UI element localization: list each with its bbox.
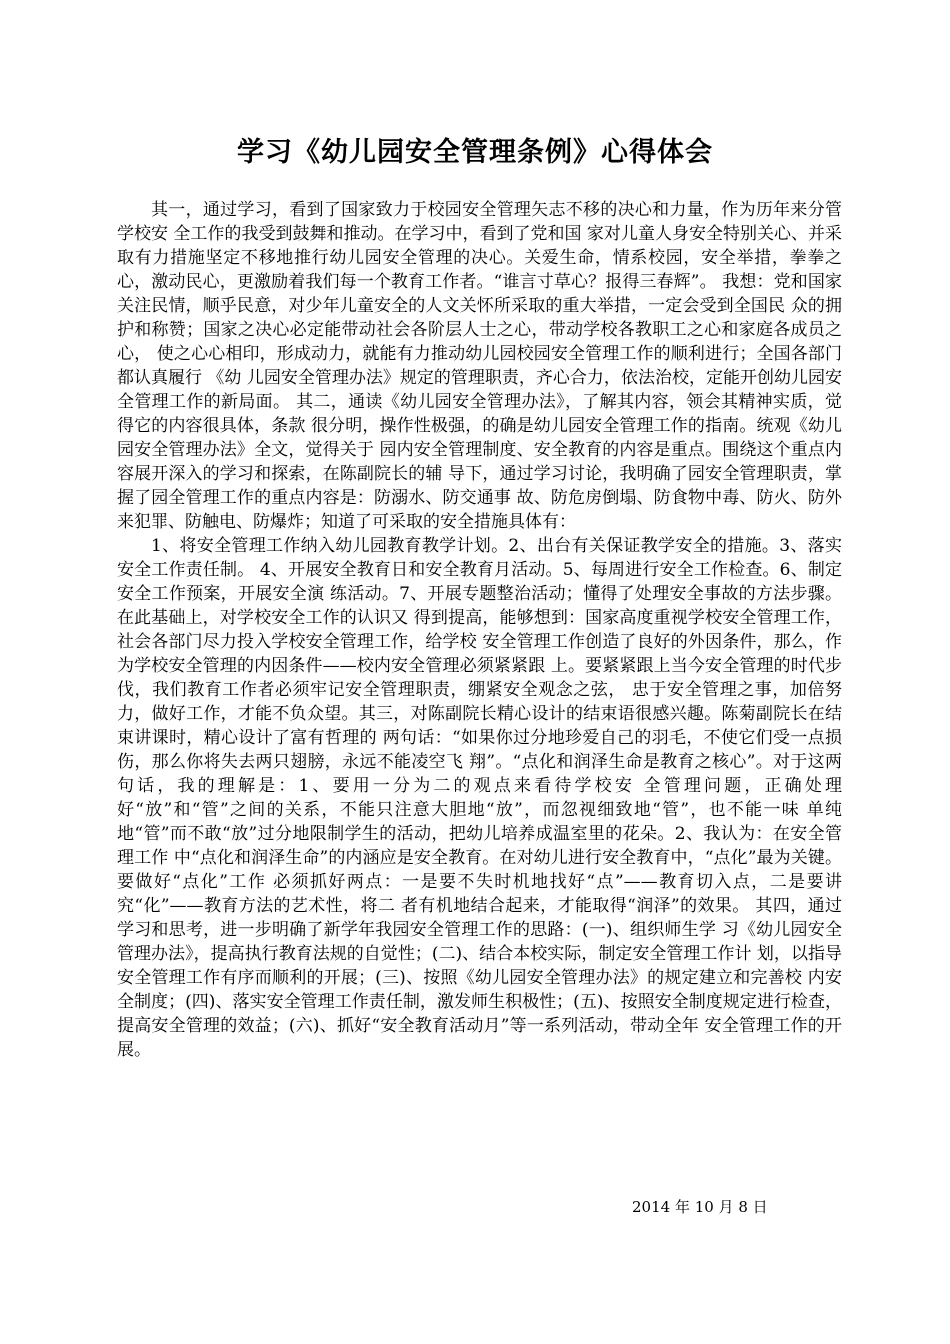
paragraph-1: 其一，通过学习，看到了国家致力于校园安全管理矢志不移的决心和力量，作为历年来分管学校安 全工作的我受到鼓舞和推动。在学习中，看到了党和国 家对儿童人身安全特别关心、并采取有力措施坚定不移地推行幼儿园安全管理的决心。关爱生命，情系校园，安全举措，拳拳之心，激动民心，更激励着我们每一个教育工作者。“谁言寸草心？报得三春辉”。 我想：党和国家关注民情，顺乎民意，对少年儿童安全的人文关怀所采取的重大举措，一定会受到全国民 众的拥护和称赞；国家之决心必定能带动社会各阶层人士之心，带动学校各教职工之心和家庭各成员之心， 使之心心相印，形成动力，就能有力推动幼儿园校园安全管理工作的顺利进行；全国各部门都认真履行 《幼 儿园安全管理办法》规定的管理职责，齐心合力，依法治校，定能开创幼儿园安全管理工作的新局面。 其二，通读《幼儿园安全管理办法》，了解其内容，领会其精神实质，觉得它的内容很具体，条款 很分明，操作性极强，的确是幼儿园安全管理工作的指南。统观《幼儿园安全管理办法》全文，觉得关于 园内安全管理制度、安全教育的内容是重点。围绕这个重点内容展开深入的学习和探索，在陈副院长的辅 导下，通过学习讨论，我明确了园安全管理职责，掌握了园全管理工作的重点内容是：防溺水、防交通事 故、防危房倒塌、防食物中毒、防火、防外来犯罪、防触电、防爆炸；知道了可采取的安全措施具体有： [117, 200, 842, 532]
document-body [117, 198, 842, 1062]
document-title: 学习《幼儿园安全管理条例》心得体会 [237, 137, 713, 168]
paragraph-2: 1、将安全管理工作纳入幼儿园教育教学计划。2、出台有关保证教学安全的措施。3、落实安全工作责任制。 4、开展安全教育日和安全教育月活动。5、每周进行安全工作检查。6、制定安全工作预案，开展安全演 练活动。7、开展专题整治活动；懂得了处理安全事故的方法步骤。在此基础上，对学校安全工作的认识又 得到提高，能够想到：国家高度重视学校安全管理工作，社会各部门尽力投入学校安全管理工作，给学校 安全管理工作创造了良好的外因条件，那么，作为学校安全管理的内因条件——校内安全管理必须紧紧跟 上。要紧紧跟上当今安全管理的时代步伐，我们教育工作者必须牢记安全管理职责，绷紧安全观念之弦， 忠于安全管理之事，加倍努力，做好工作，才能不负众望。其三，对陈副院长精心设计的结束语很感兴趣。陈菊副院长在结束讲课时，精心设计了富有哲理的 两句话：“如果你过分地珍爱自己的羽毛，不使它们受一点损伤，那么你将失去两只翅膀，永远不能凌空飞 翔”。“点化和润泽生命是教育之核心”。对于这两句话，我的理解是：1、要用一分为二的观点来看待学校安 全管理问题，正确处理好“放”和“管”之间的关系，不能只注意大胆地“放”，而忽视细致地“管”，也不能一味 单纯地“管”而不敢“放”过分地限制学生的活动，把幼儿培养成温室里的花朵。2、我认为：在安全管理工作 中“点化和润泽生命”的内涵应是安全教育。在对幼儿进行安全教育中，“点化”最为关键。要做好“点化”工作 必须抓好两点：一是要不失时机地找好“点”——教育切入点，二是要讲究“化”——教育方法的艺术性，将二 者有机地结合起来，才能取得“润泽”的效果。 其四，通过学习和思考，进一步明确了新学年我园安全管理工作的思路：(一)、组织师生学 习《幼儿园安全管理办法》，提高执行教育法规的自觉性；(二)、结合本校实际，制定安全管理工作计 划，以指导安全管理工作有序而顺利的开展；(三)、按照《幼儿园安全管理办法》的规定建立和完善校 内安全制度；(四)、落实安全管理工作责任制，激发师生积极性；(五)、按照安全制度规定进行检查，提高安全管理的效益；(六)、抓好“安全教育活动月”等一系列活动，带动全年 安全管理工作的开展。 [117, 536, 842, 1060]
document-date: 2014 年 10 月 8 日 [632, 1198, 768, 1216]
